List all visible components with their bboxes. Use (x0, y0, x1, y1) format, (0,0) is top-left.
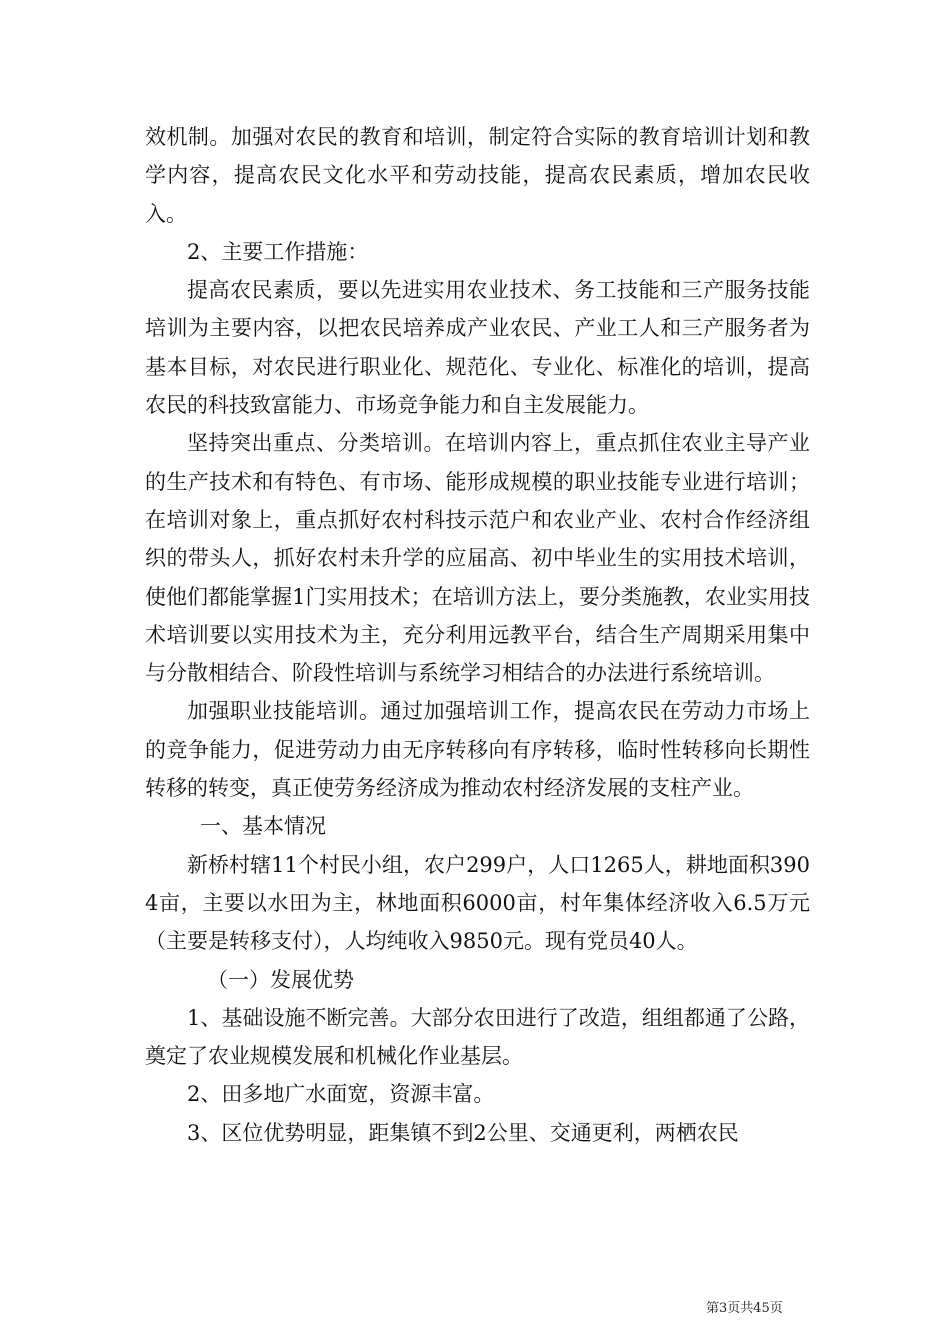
paragraph-location-advantage: 3、区位优势明显，距集镇不到2公里、交通更利，两栖农民 (187, 1120, 739, 1145)
document-body (145, 118, 810, 1152)
paragraph-resources: 2、田多地广水面宽，资源丰富。 (187, 1082, 495, 1107)
paragraph-village-overview: 新桥村辖11个村民小组，农户299户，人口1265人，耕地面积3904亩，主要以水田为主，林地面积6000亩，村年集体经济收入6.5万元（主要是转移支付），人均纯收入9850元。现有党员40人。 (145, 852, 810, 954)
paragraph-training-mechanism: 效机制。加强对农民的教育和培训，制定符合实际的教育培训计划和教学内容，提高农民文化水平和劳动技能，提高农民素质，增加农民收入。 (145, 125, 810, 226)
paragraph-infrastructure: 1、基础设施不断完善。大部分农田进行了改造，组组都通了公路，奠定了农业规模发展和机械化作业基层。 (145, 1005, 810, 1069)
heading-basic-situation: 一、基本情况 (200, 814, 326, 839)
heading-main-measures: 2、主要工作措施： (187, 239, 369, 264)
paragraph-improve-quality: 提高农民素质，要以先进实用农业技术、务工技能和三产服务技能培训为主要内容，以把农民培养成产业农民、产业工人和三产服务者为基本目标，对农民进行职业化、规范化、专业化、标准化的培训，提高农民的科技致富能力、市场竞争能力和自主发展能力。 (145, 278, 810, 418)
paragraph-vocational-training: 加强职业技能培训。通过加强培训工作，提高农民在劳动力市场上的竞争能力，促进劳动力由无序转移向有序转移，临时性转移向长期性转移的转变，真正使劳务经济成为推动农村经济发展的支柱产业。 (145, 699, 810, 801)
paragraph-focus-training: 坚持突出重点、分类培训。在培训内容上，重点抓住农业主导产业的生产技术和有特色、有市场、能形成规模的职业技能专业进行培训；在培训对象上，重点抓好农村科技示范户和农业产业、农村合作经济组织的带头人，抓好农村未升学的应届高、初中毕业生的实用技术培训，使他们都能掌握1门实用技术；在培训方法上，要分类施教，农业实用技术培训要以实用技术为主，充分利用远教平台，结合生产周期采用集中与分散相结合、阶段性培训与系统学习相结合的办法进行系统培训。 (145, 431, 810, 686)
heading-development-advantages: （一）发展优势 (207, 967, 354, 992)
page-number: 第3页共45页 (706, 1301, 783, 1316)
